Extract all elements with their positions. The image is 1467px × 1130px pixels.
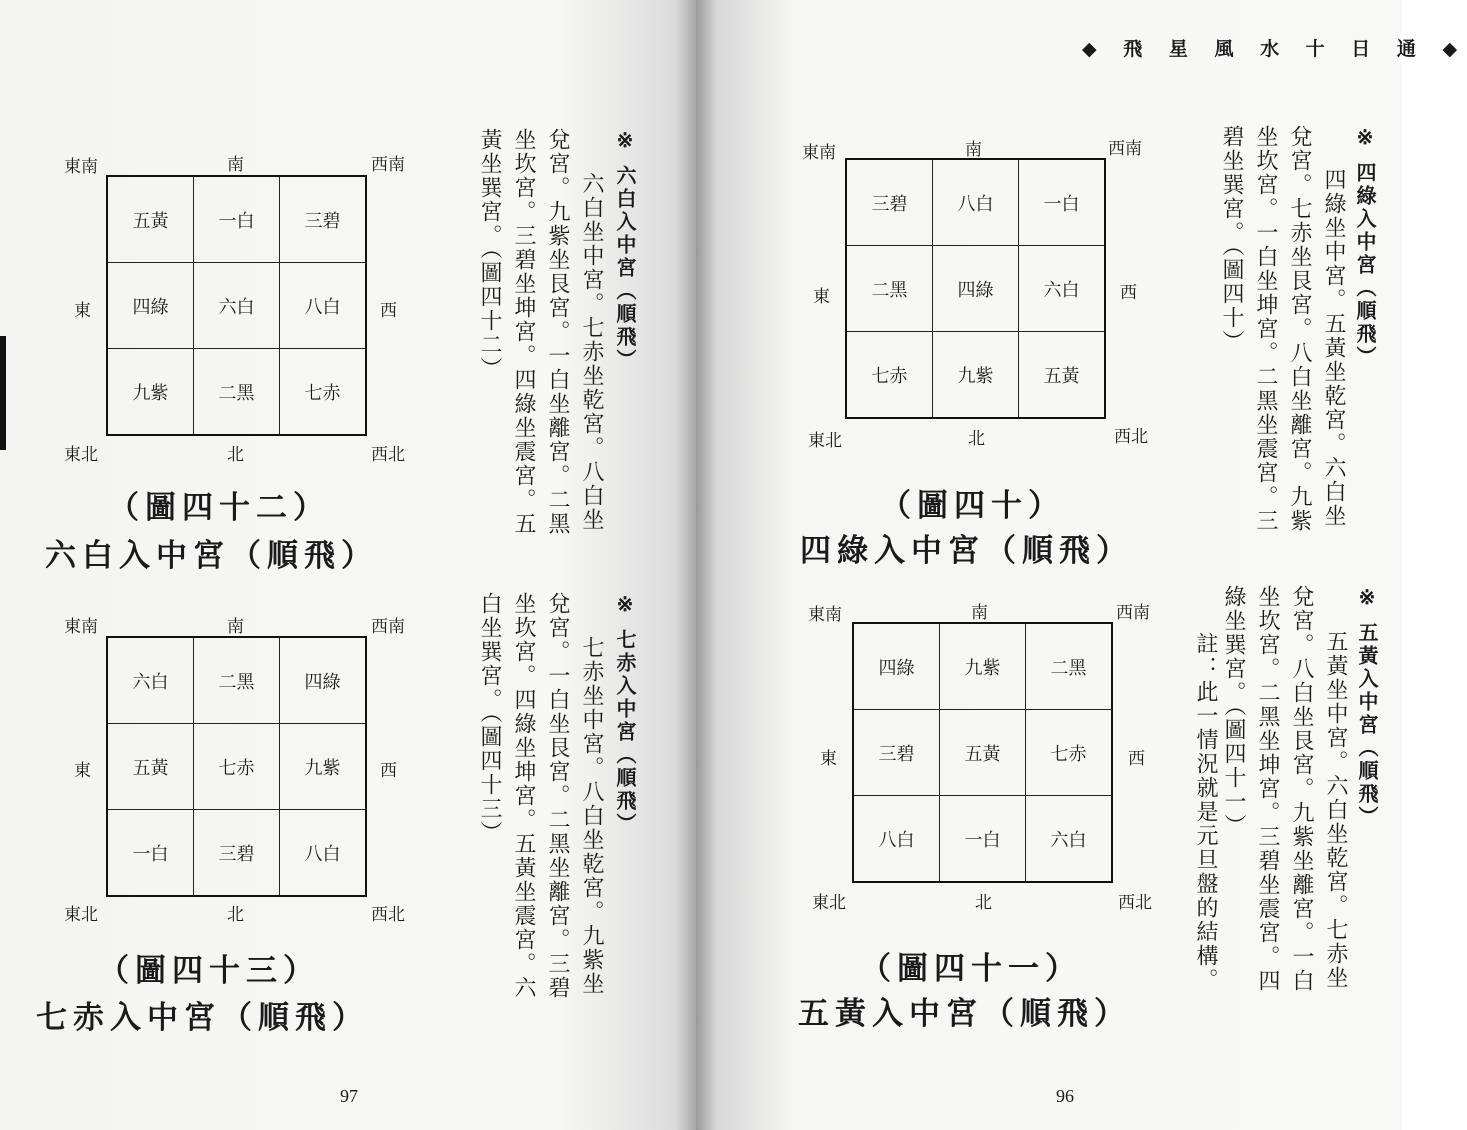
page-number: 96	[1056, 1086, 1074, 1106]
dir-south: 南	[227, 617, 244, 637]
grid-cell: 八白	[280, 263, 367, 349]
dir-north: 北	[968, 429, 985, 449]
grid-cell: 二黑	[846, 246, 933, 332]
dir-east: 東	[813, 287, 830, 307]
page-number: 97	[340, 1086, 358, 1106]
grid-cell: 九紫	[940, 623, 1026, 710]
dir-north: 北	[227, 445, 244, 465]
luoshu-grid-fig40	[845, 158, 1106, 419]
grid-cell: 六白	[1019, 246, 1106, 332]
grid-cell: 四綠	[280, 637, 367, 724]
grid-cell: 八白	[853, 796, 940, 883]
grid-cell: 五黃	[940, 710, 1026, 796]
dir-west: 西	[1120, 283, 1137, 303]
note-line: 六白坐中宮。七赤坐乾宮。八白坐	[579, 172, 604, 532]
figure-caption: 四綠入中宮（順飛）	[800, 533, 1133, 569]
luoshu-grid-fig42	[106, 175, 367, 436]
dir-south: 南	[227, 155, 244, 175]
note-line: 兌宮。九紫坐艮宮。一白坐離宮。二黑	[545, 128, 570, 536]
note-line: 七赤坐中宮。八白坐乾宮。九紫坐	[579, 636, 604, 996]
note-line: 四綠坐中宮。五黃坐乾宮。六白坐	[1321, 168, 1346, 528]
dir-northeast: 東北	[812, 893, 846, 913]
luoshu-grid-fig43	[106, 636, 367, 897]
dir-east: 東	[74, 761, 91, 781]
dir-northwest: 西北	[1114, 427, 1148, 447]
dir-southeast: 東南	[64, 157, 98, 177]
note-line: 坐坎宮。二黑坐坤宮。三碧坐震宮。四	[1255, 585, 1280, 993]
dir-north: 北	[227, 905, 244, 925]
dir-south: 南	[971, 603, 988, 623]
note-line: 兌宮。八白坐艮宮。九紫坐離宮。一白	[1289, 585, 1314, 993]
note-line: 兌宮。七赤坐艮宮。八白坐離宮。九紫	[1287, 125, 1312, 533]
grid-cell: 一白	[1019, 159, 1106, 246]
note-remark: 註：此一情況就是元旦盤的結構。	[1193, 632, 1218, 992]
grid-cell: 三碧	[280, 176, 367, 263]
dir-southwest: 西南	[371, 155, 405, 175]
note-line: 兌宮。一白坐艮宮。二黑坐離宮。三碧	[545, 592, 570, 1000]
grid-cell: 一白	[194, 176, 280, 263]
grid-cell: 八白	[933, 159, 1019, 246]
page-edge-mark	[0, 336, 6, 450]
grid-cell: 六白	[194, 263, 280, 349]
grid-cell: 五黃	[107, 724, 194, 810]
grid-cell: 七赤	[280, 349, 367, 436]
note-line: 白坐巽宮。（圖四十三）	[477, 592, 502, 845]
note-title: ※ 七赤入中宮（順飛）	[613, 592, 637, 836]
dir-northwest: 西北	[1118, 893, 1152, 913]
grid-cell: 三碧	[194, 810, 280, 897]
dir-southeast: 東南	[64, 617, 98, 637]
grid-cell: 一白	[940, 796, 1026, 883]
dir-southwest: 西南	[1108, 139, 1142, 159]
figure-caption: 六白入中宮（順飛）	[45, 538, 378, 574]
grid-cell: 二黑	[194, 349, 280, 436]
note-title: ※ 四綠入中宮（順飛）	[1353, 125, 1377, 369]
grid-cell: 五黃	[107, 176, 194, 263]
grid-cell: 三碧	[853, 710, 940, 796]
running-header: ◆ 飛 星 風 水 十 日 通 ◆	[1082, 38, 1467, 60]
grid-cell: 三碧	[846, 159, 933, 246]
grid-cell: 四綠	[853, 623, 940, 710]
dir-northwest: 西北	[371, 445, 405, 465]
dir-southeast: 東南	[808, 605, 842, 625]
grid-cell: 五黃	[1019, 332, 1106, 419]
note-title: ※ 五黃入中宮（順飛）	[1355, 585, 1379, 829]
grid-cell: 二黑	[1026, 623, 1113, 710]
dir-west: 西	[380, 761, 397, 781]
grid-cell: 九紫	[933, 332, 1019, 419]
grid-cell: 七赤	[1026, 710, 1113, 796]
grid-cell: 九紫	[280, 724, 367, 810]
dir-northeast: 東北	[64, 905, 98, 925]
dir-southeast: 東南	[802, 143, 836, 163]
dir-west: 西	[1128, 749, 1145, 769]
note-line: 坐坎宮。一白坐坤宮。二黑坐震宮。三	[1253, 125, 1278, 533]
grid-cell: 七赤	[194, 724, 280, 810]
grid-cell: 二黑	[194, 637, 280, 724]
note-line: 綠坐巽宮。（圖四十一）	[1221, 585, 1246, 838]
note-line: 碧坐巽宮。（圖四十）	[1219, 125, 1244, 354]
note-title: ※ 六白入中宮（順飛）	[613, 128, 637, 372]
figure-label: （圖四十二）	[108, 490, 330, 526]
luoshu-grid-fig41	[852, 622, 1113, 883]
note-line: 黃坐巽宮。（圖四十二）	[477, 128, 502, 381]
dir-east: 東	[820, 749, 837, 769]
figure-label: （圖四十）	[880, 488, 1065, 524]
figure-label: （圖四十一）	[860, 951, 1082, 987]
dir-east: 東	[74, 301, 91, 321]
grid-cell: 六白	[1026, 796, 1113, 883]
figure-label: （圖四十三）	[98, 953, 320, 989]
figure-caption: 五黃入中宮（順飛）	[798, 996, 1131, 1032]
dir-north: 北	[975, 893, 992, 913]
dir-southwest: 西南	[371, 617, 405, 637]
grid-cell: 四綠	[933, 246, 1019, 332]
note-line: 坐坎宮。四綠坐坤宮。五黃坐震宮。六	[511, 592, 536, 1000]
dir-northeast: 東北	[808, 431, 842, 451]
grid-cell: 一白	[107, 810, 194, 897]
grid-cell: 六白	[107, 637, 194, 724]
note-line: 坐坎宮。三碧坐坤宮。四綠坐震宮。五	[511, 128, 536, 536]
figure-caption: 七赤入中宮（順飛）	[36, 1000, 369, 1036]
dir-northeast: 東北	[64, 445, 98, 465]
grid-cell: 九紫	[107, 349, 194, 436]
grid-cell: 八白	[280, 810, 367, 897]
dir-northwest: 西北	[371, 905, 405, 925]
dir-southwest: 西南	[1116, 603, 1150, 623]
note-line: 五黃坐中宮。六白坐乾宮。七赤坐	[1323, 630, 1348, 990]
grid-cell: 四綠	[107, 263, 194, 349]
dir-south: 南	[965, 140, 982, 160]
dir-west: 西	[380, 301, 397, 321]
grid-cell: 七赤	[846, 332, 933, 419]
